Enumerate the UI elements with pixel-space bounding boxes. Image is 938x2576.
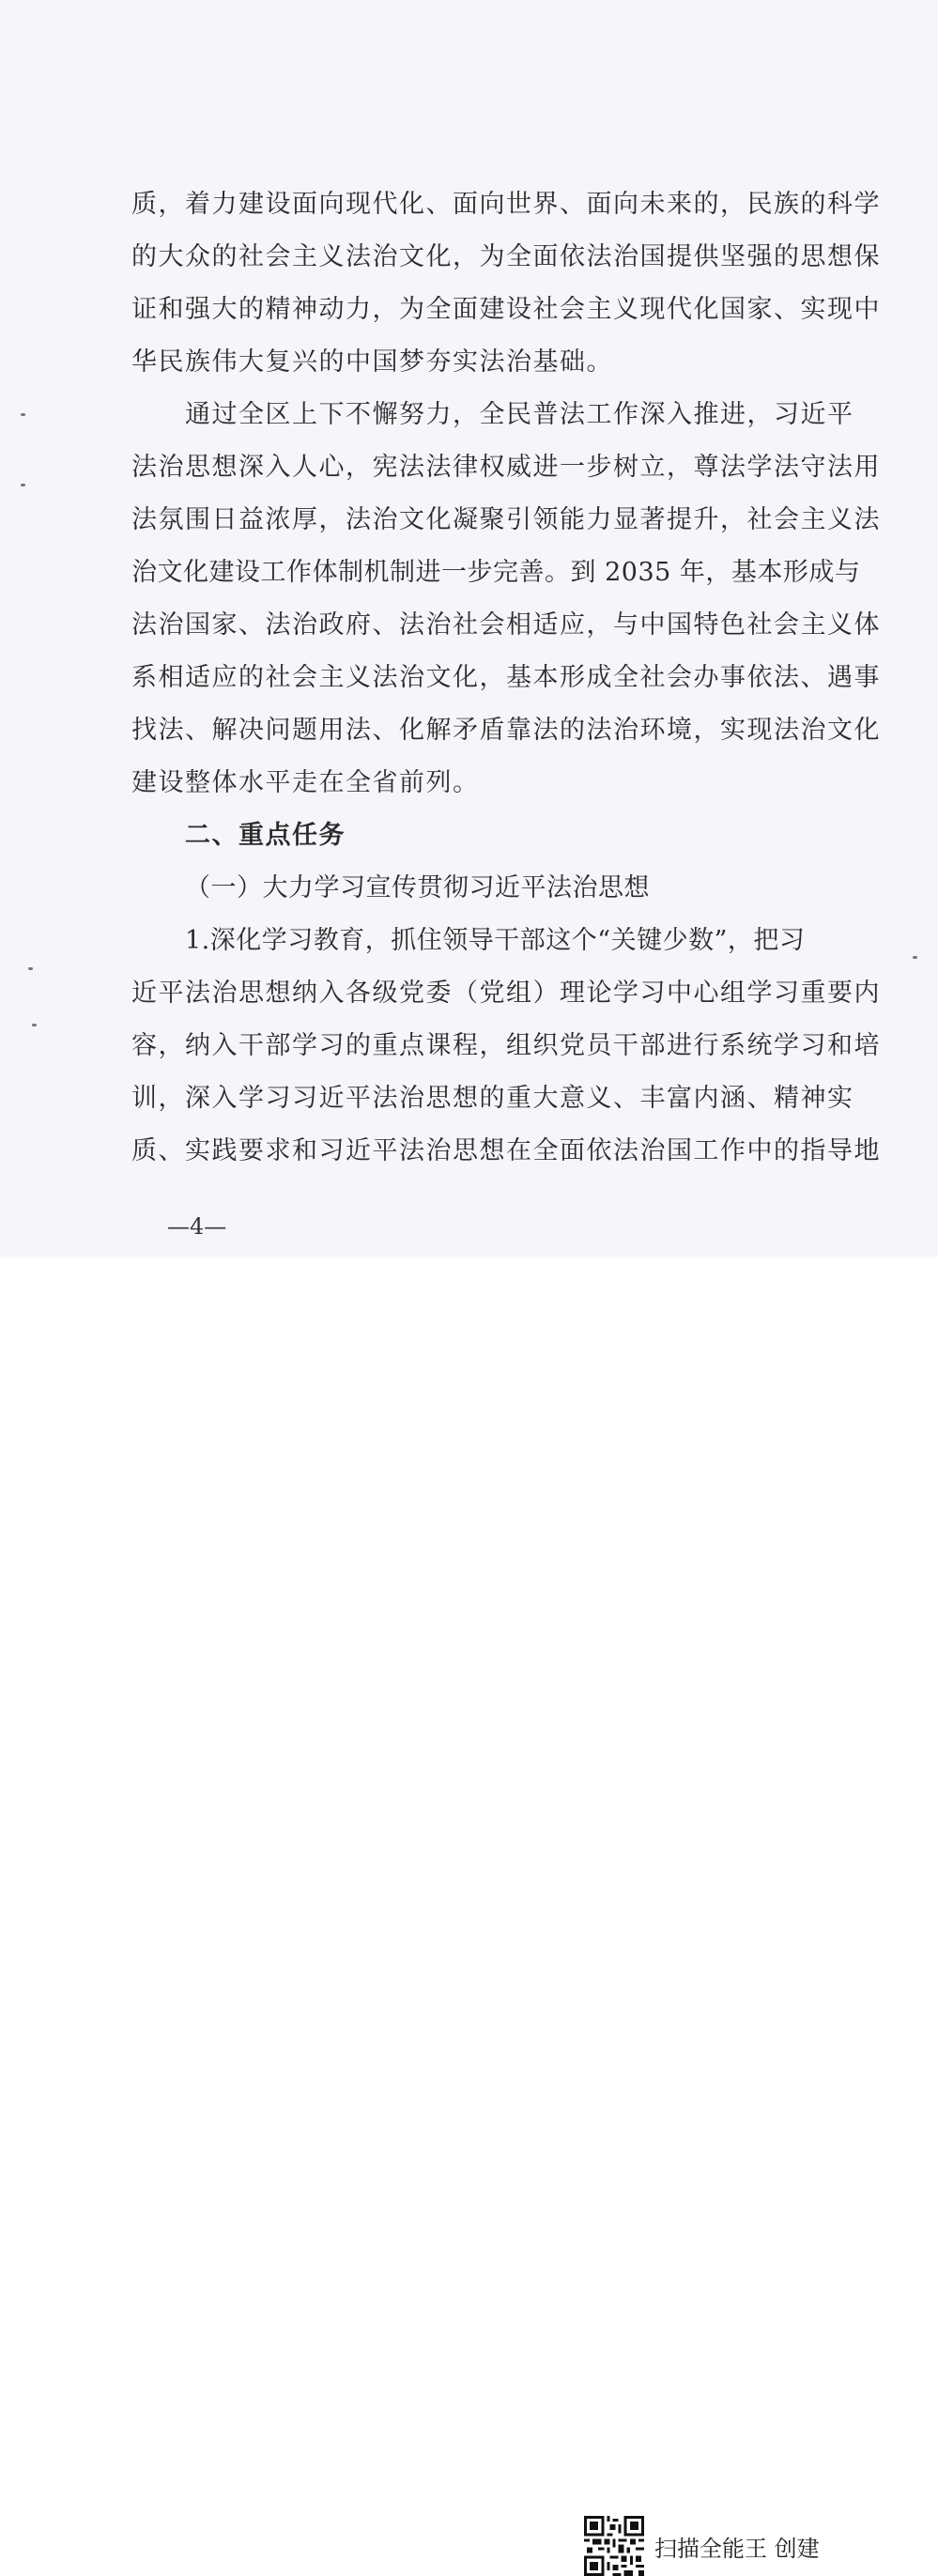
subsection-heading: （一）大力学习宣传贯彻习近平法治思想 — [185, 873, 650, 902]
text-line: 训，深入学习习近平法治思想的重大意义、丰富内涵、精神实 — [131, 1084, 854, 1113]
scan-speck — [21, 484, 25, 486]
section-heading: 二、重点任务 — [185, 821, 346, 850]
text-line: 建设整体水平走在全省前列。 — [131, 768, 480, 797]
page-number: —4— — [167, 1213, 227, 1240]
text-line: 近平法治思想纳入各级党委（党组）理论学习中心组学习重要内 — [131, 979, 881, 1008]
text-line: 法治国家、法治政府、法治社会相适应，与中国特色社会主义体 — [131, 610, 881, 640]
text-line: 质，着力建设面向现代化、面向世界、面向未来的，民族的科学 — [131, 190, 881, 219]
text-line: 的大众的社会主义法治文化，为全面依法治国提供坚强的思想保 — [131, 242, 881, 271]
scanner-footer — [0, 1257, 938, 2562]
scan-speck — [913, 956, 917, 959]
text-line: 法治思想深入人心，宪法法律权威进一步树立，尊法学法守法用 — [131, 453, 881, 482]
text-line: 证和强大的精神动力，为全面建设社会主义现代化国家、实现中 — [131, 295, 881, 324]
text-line: 找法、解决问题用法、化解矛盾靠法的法治环境，实现法治文化 — [131, 716, 881, 745]
text-line: 治文化建设工作体制机制进一步完善。到 2035 年，基本形成与 — [131, 558, 861, 587]
text-line: 华民族伟大复兴的中国梦夯实法治基础。 — [131, 347, 613, 377]
text-line: 质、实践要求和习近平法治思想在全面依法治国工作中的指导地 — [131, 1136, 881, 1165]
scan-speck — [21, 413, 25, 416]
scan-speck — [32, 1024, 37, 1026]
document-body — [131, 178, 881, 1178]
text-line: 法氛围日益浓厚，法治文化凝聚引领能力显著提升，社会主义法 — [131, 505, 881, 534]
text-line: 系相适应的社会主义法治文化，基本形成全社会办事依法、遇事 — [131, 663, 881, 692]
scanned-page — [0, 0, 938, 1257]
scanner-label: 扫描全能王 创建 — [654, 2536, 820, 2562]
scan-speck — [28, 967, 33, 970]
text-line: 容，纳入干部学习的重点课程，组织党员干部进行系统学习和培 — [131, 1031, 881, 1060]
paragraph-start-line: 通过全区上下不懈努力，全民普法工作深入推进，习近平 — [185, 400, 854, 429]
paragraph-start-line: 1.深化学习教育，抓住领导干部这个“关键少数”，把习 — [185, 926, 806, 955]
qr-code-icon — [584, 2516, 644, 2576]
